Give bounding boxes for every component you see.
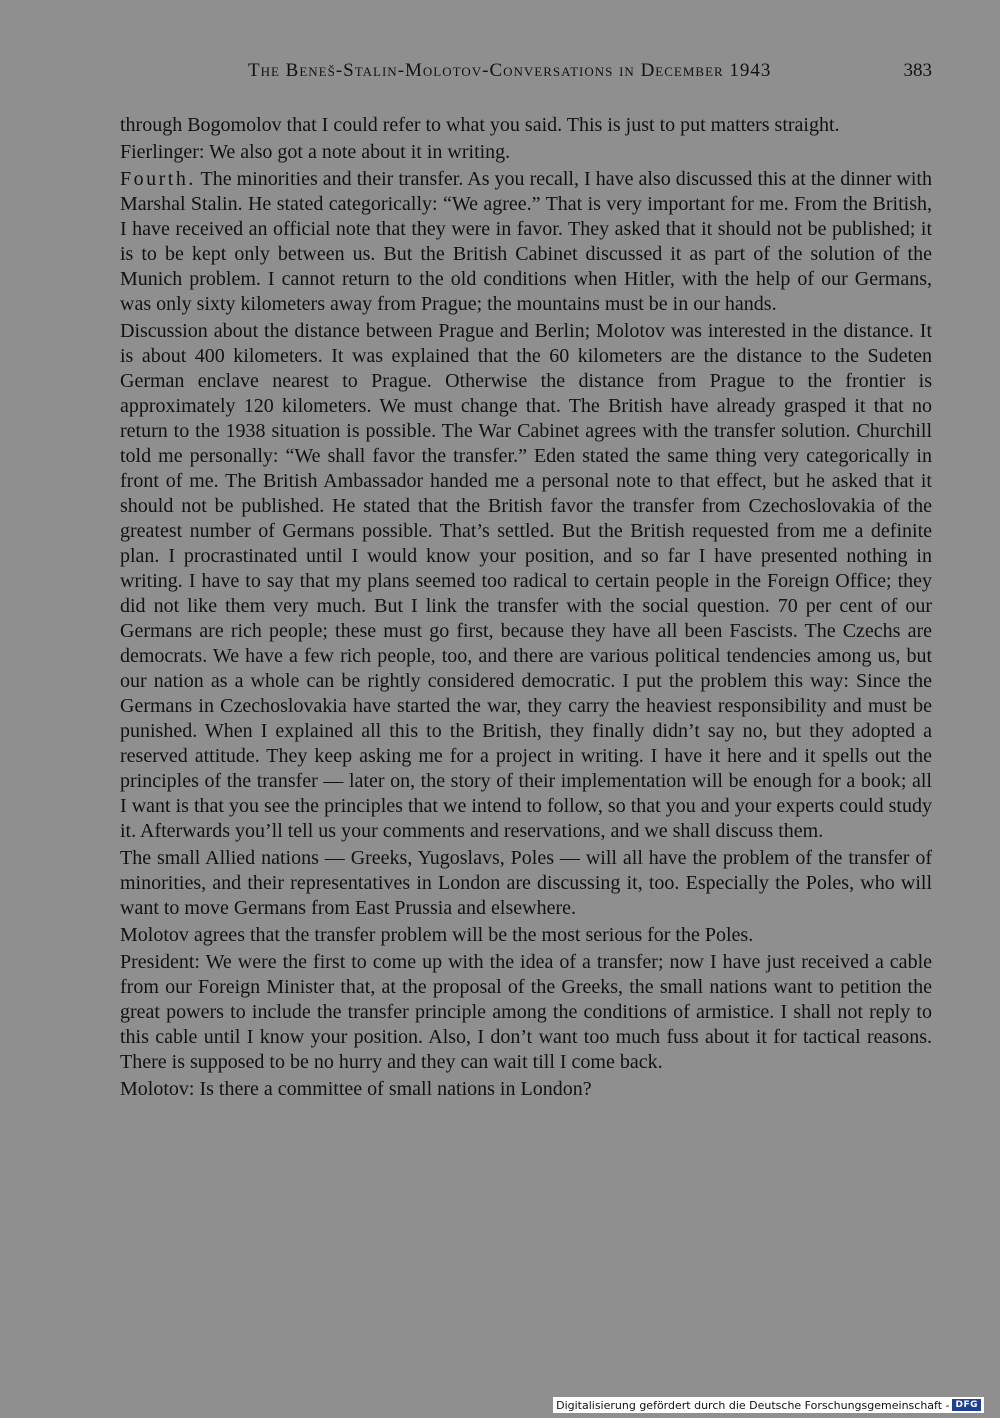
page-number: 383 — [903, 60, 932, 81]
running-title: The Beneš-Stalin-Molotov-Conversations in December 1943 — [248, 60, 772, 81]
paragraph-text: Discussion about the distance between Prague and Berlin; Molotov was interested in the distance. It is about 400 kilometers. It was explained that the 60 kilometers are the distance to the Sudeten German enclave nearest to Prague. Otherwise the distance from Prague to the frontier is approximately 120 kilometers. We must change that. The British have already grasped it that no return to the 1938 situation is possible. The War Cabinet agrees with the transfer solution. Churchill told me personally: “We shall favor the transfer.” Eden stated the same thing very categorically in front of me. The British Ambassador handed me a personal note to that effect, but he asked that it should not be published. He stated that the British favor the transfer from Czechoslovakia of the greatest number of Germans possible. That’s settled. But the British requested from me a definite plan. I procrastinated until I would know your position, and so far I have presented nothing in writing. I have to say that my plans seemed too radical to certain people in the Foreign Office; they did not like them very much. But I link the transfer with the social question. 70 per cent of our Germans are rich people; these must go first, because they have all been Fascists. The Czechs are democrats. We have a few rich people, too, and there are various political tendencies among us, but our nation as a whole can be rightly considered democratic. I put the problem this way: Since the Germans in Czechoslovakia have started the war, they carry the heaviest responsibility and must be punished. When I explained all this to the British, they finally didn’t say no, but they adopted a reserved attitude. They keep asking me for a project in writing. I have it here and it spells out the principles of the transfer — later on, the story of their implementation will be enough for a book; all I want is that you see the principles that we intend to follow, so that you and your experts could study it. Afterwards you’ll tell us your comments and reservations, and we shall discuss them. — [120, 320, 932, 842]
running-header — [120, 60, 932, 86]
paragraph — [120, 846, 932, 921]
digitization-credit — [553, 1397, 984, 1413]
paragraph-lead: Fourth. — [120, 168, 196, 190]
paragraph-text: Molotov: Is there a committee of small nations in London? — [120, 1078, 592, 1100]
dfg-logo: DFG — [952, 1399, 981, 1411]
paragraph-text: President: We were the first to come up with the idea of a transfer; now I have just received a cable from our Foreign Minister that, at the proposal of the Greeks, the small nations want to petition the great powers to include the transfer principle among the conditions of armistice. I shall not reply to this cable until I know your position. Also, I don’t want too much fuss about it for tactical reasons. There is supposed to be no hurry and they can wait till I come back. — [120, 951, 932, 1073]
paragraph-text: The minorities and their transfer. As you recall, I have also discussed this at the dinner with Marshal Stalin. He stated categorically: “We agree.” That is very important for me. From the British, I have received an official note that they were in favor. They asked that it should not be published; it is to be kept only between us. But the British Cabinet discussed it as part of the solution of the Munich problem. I cannot return to the old conditions when Hitler, with the help of our Germans, was only sixty kilometers away from Prague; the mountains must be in our hands. — [120, 168, 932, 315]
credit-text: Digitalisierung gefördert durch die Deutsche Forschungsgemeinschaft - — [556, 1398, 950, 1412]
paragraph — [120, 140, 932, 165]
paragraph-text: Fierlinger: We also got a note about it in writing. — [120, 141, 511, 163]
text-body — [120, 113, 932, 1104]
paragraph — [120, 923, 932, 948]
paragraph — [120, 1077, 932, 1102]
paragraph-text: The small Allied nations — Greeks, Yugoslavs, Poles — will all have the problem of the transfer of minorities, and their representatives in London are discussing it, too. Especially the Poles, who will want to move Germans from East Prussia and elsewhere. — [120, 847, 932, 919]
paragraph — [120, 950, 932, 1075]
paragraph — [120, 319, 932, 844]
paragraph — [120, 167, 932, 317]
paragraph-text: Molotov agrees that the transfer problem will be the most serious for the Poles. — [120, 924, 754, 946]
paragraph-text: through Bogomolov that I could refer to what you said. This is just to put matters straight. — [120, 114, 840, 136]
paragraph — [120, 113, 932, 138]
